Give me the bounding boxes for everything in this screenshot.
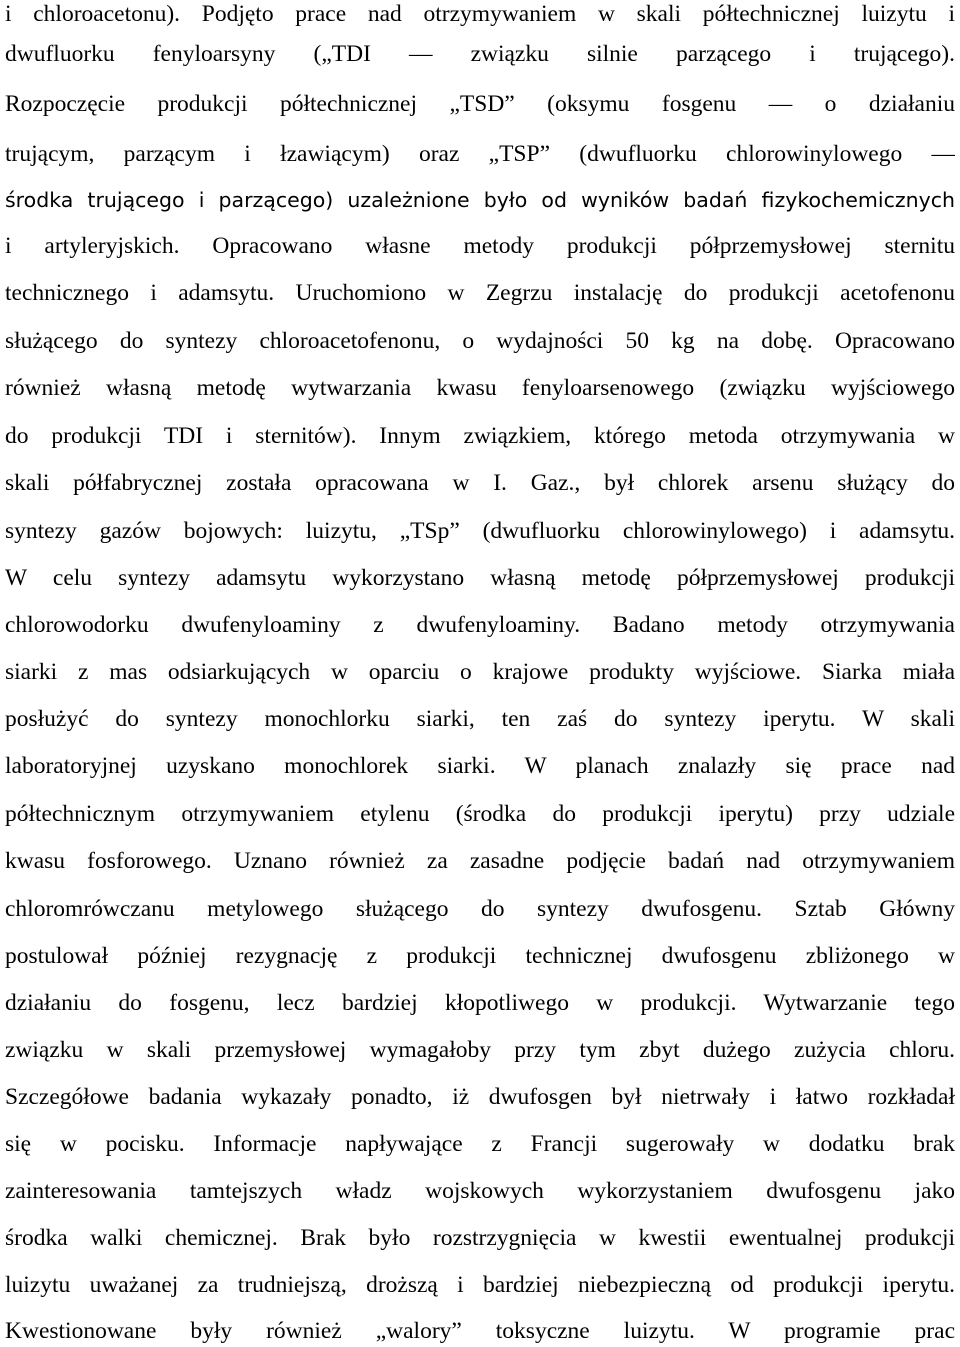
text-line: W celu syntezy adamsytu wykorzystano własną metodę półprzemysłowej produkcji (5, 565, 955, 591)
text-line: Szczegółowe badania wykazały ponadto, iż dwufosgen był nietrwały i łatwo rozkładał (5, 1084, 955, 1110)
text-line: skali półfabrycznej została opracowana w I. Gaz., był chlorek arsenu służący do (5, 470, 955, 496)
text-line: kwasu fosforowego. Uznano również za zasadne podjęcie badań nad otrzymywaniem (5, 848, 955, 874)
text-line: trującym, parzącym i łzawiącym) oraz „TSP” (dwufluorku chlorowinylowego — (5, 141, 955, 167)
text-line: postulował później rezygnację z produkcji technicznej dwufosgenu zbliżonego w (5, 943, 955, 969)
text-line: również własną metodę wytwarzania kwasu fenyloarsenowego (związku wyjściowego (5, 375, 955, 401)
text-line: półtechnicznym otrzymywaniem etylenu (środka do produkcji iperytu) przy udziale (5, 801, 955, 827)
text-line: syntezy gazów bojowych: luizytu, „TSp” (dwufluorku chlorowinylowego) i adamsytu. (5, 518, 955, 544)
text-line: dwufluorku fenyloarsyny („TDI — związku silnie parzącego i trującego). (5, 41, 955, 67)
text-line: związku w skali przemysłowej wymagałoby przy tym zbyt dużego zużycia chloru. (5, 1037, 955, 1063)
text-line: i chloroacetonu). Podjęto prace nad otrzymywaniem w skali półtechnicznej luizytu i (5, 1, 955, 27)
text-line: działaniu do fosgenu, lecz bardziej kłopotliwego w produkcji. Wytwarzanie tego (5, 990, 955, 1016)
text-line: służącego do syntezy chloroacetofenonu, o wydajności 50 kg na dobę. Opracowano (5, 328, 955, 354)
text-line: siarki z mas odsiarkujących w oparciu o krajowe produkty wyjściowe. Siarka miała (5, 659, 955, 685)
text-line: się w pocisku. Informacje napływające z Francji sugerowały w dodatku brak (5, 1131, 955, 1157)
text-line: technicznego i adamsytu. Uruchomiono w Zegrzu instalację do produkcji acetofenonu (5, 280, 955, 306)
text-line: środka walki chemicznej. Brak było rozstrzygnięcia w kwestii ewentualnej produkcji (5, 1225, 955, 1251)
text-line: laboratoryjnej uzyskano monochlorek siarki. W planach znalazły się prace nad (5, 753, 955, 779)
text-line: posłużyć do syntezy monochlorku siarki, ten zaś do syntezy iperytu. W skali (5, 706, 955, 732)
text-line: chlorowodorku dwufenyloaminy z dwufenyloaminy. Badano metody otrzymywania (5, 612, 955, 638)
text-line: luizytu uważanej za trudniejszą, droższą i bardziej niebezpieczną od produkcji iperytu. (5, 1272, 955, 1298)
text-line: do produkcji TDI i sternitów). Innym związkiem, którego metoda otrzymywania w (5, 423, 955, 449)
text-line: Rozpoczęcie produkcji półtechnicznej „TSD” (oksymu fosgenu — o działaniu (5, 91, 955, 117)
text-line: środka trującego i parzącego) uzależnione było od wyników badań fizykochemicznych (5, 188, 955, 212)
text-line: i artyleryjskich. Opracowano własne metody produkcji półprzemysłowej sternitu (5, 233, 955, 259)
text-line: zainteresowania tamtejszych władz wojskowych wykorzystaniem dwufosgenu jako (5, 1178, 955, 1204)
text-line: Kwestionowane były również „walory” toksyczne luizytu. W programie prac (5, 1318, 955, 1344)
text-line: chloromrówczanu metylowego służącego do syntezy dwufosgenu. Sztab Główny (5, 896, 955, 922)
